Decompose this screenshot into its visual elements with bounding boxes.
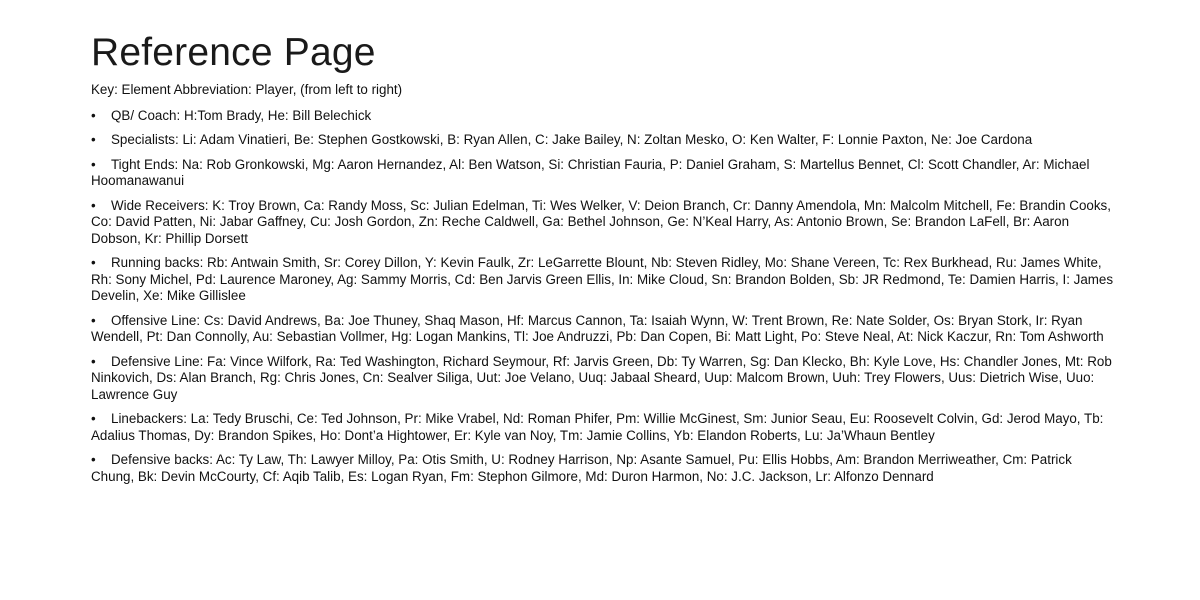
section-label: Wide Receivers: <box>111 197 209 213</box>
bullet-icon: • <box>91 255 96 270</box>
list-item <box>91 157 1116 190</box>
section-label: QB/ Coach: <box>111 107 181 123</box>
section-label: Defensive backs: <box>111 452 213 467</box>
section-label: Tight Ends: <box>111 156 179 172</box>
bullet-icon: • <box>91 411 96 426</box>
section-text: Fa: Vince Wilfork, Ra: Ted Washington, Richard Seymour, Rf: Jarvis Green, Db: Ty Warren, Sg: Dan Klecko, Bh: Kyle Love, Hs: Chandler Jones, Mt: Rob Ninkovich, Ds: Alan Branch, Rg: Chris Jones, Cn: Sealver Siliga, Uut: Joe Velano, Uuq: Jabaal Sheard, Uup: Malcom Brown, Uuh: Trey Flowers, Uus: Dietrich Wise, Uuo: Lawrence Guy <box>91 353 1112 402</box>
bullet-icon: • <box>91 452 96 467</box>
page-title: Reference Page <box>91 31 376 74</box>
bullet-list <box>91 108 1116 486</box>
section-text: Ac: Ty Law, Th: Lawyer Milloy, Pa: Otis Smith, U: Rodney Harrison, Np: Asante Samuel, Pu: Ellis Hobbs, Am: Brandon Merriweather, Cm: Patrick Chung, Bk: Devin McCourty, Cf: Aqib Talib, Es: Logan Ryan, Fm: Stephon Gilmore, Md: Duron Harmon, No: J.C. Jackson, Lr: Alfonzo Dennard <box>91 452 1072 484</box>
list-item <box>91 452 1116 485</box>
bullet-icon: • <box>91 197 96 213</box>
bullet-icon: • <box>91 107 96 123</box>
section-label: Specialists: <box>111 132 179 147</box>
section-label: Offensive Line: <box>111 312 201 328</box>
list-item <box>91 411 1116 444</box>
section-label: Defensive Line: <box>111 353 204 369</box>
section-text: La: Tedy Bruschi, Ce: Ted Johnson, Pr: Mike Vrabel, Nd: Roman Phifer, Pm: Willie McGinest, Sm: Junior Seau, Eu: Roosevelt Colvin, Gd: Jerod Mayo, Tb: Adalius Thomas, Dy: Brandon Spikes, Ho: Dont’a Hightower, Er: Kyle van Noy, Tm: Jamie Collins, Yb: Elandon Roberts, Lu: Ja’Whaun Bentley <box>91 411 1104 443</box>
section-text: Cs: David Andrews, Ba: Joe Thuney, Shaq Mason, Hf: Marcus Cannon, Ta: Isaiah Wynn, W: Trent Brown, Re: Nate Solder, Os: Bryan Stork, Ir: Ryan Wendell, Pt: Dan Connolly, Au: Sebastian Vollmer, Hg: Logan Mankins, Tl: Joe Andruzzi, Pb: Dan Copen, Bi: Matt Light, Po: Steve Neal, At: Nick Kaczur, Rn: Tom Ashworth <box>91 312 1104 344</box>
bullet-icon: • <box>91 156 96 172</box>
section-label: Running backs: <box>111 255 204 270</box>
section-label: Linebackers: <box>111 411 187 426</box>
section-text: Rb: Antwain Smith, Sr: Corey Dillon, Y: Kevin Faulk, Zr: LeGarrette Blount, Nb: Steven Ridley, Mo: Shane Vereen, Tc: Rex Burkhead, Ru: James White, Rh: Sony Michel, Pd: Laurence Maroney, Ag: Sammy Morris, Cd: Ben Jarvis Green Ellis, In: Mike Cloud, Sn: Brandon Bolden, Sb: JR Redmond, Te: Damien Harris, I: James Develin, Xe: Mike Gillislee <box>91 255 1114 303</box>
list-item <box>91 198 1116 248</box>
section-text: Na: Rob Gronkowski, Mg: Aaron Hernandez, Al: Ben Watson, Si: Christian Fauria, P: Daniel Graham, S: Martellus Bennet, Cl: Scott Chandler, Ar: Michael Hoomanawanui <box>91 156 1090 188</box>
list-item <box>91 132 1116 149</box>
bullet-icon: • <box>91 353 96 369</box>
slide-body <box>91 82 1116 493</box>
bullet-icon: • <box>91 312 96 328</box>
list-item <box>91 313 1116 346</box>
section-text: Li: Adam Vinatieri, Be: Stephen Gostkowski, B: Ryan Allen, C: Jake Bailey, N: Zoltan Mesko, O: Ken Walter, F: Lonnie Paxton, Ne: Joe Cardona <box>182 132 1033 147</box>
bullet-icon: • <box>91 132 96 147</box>
list-item <box>91 255 1116 305</box>
list-item <box>91 354 1116 404</box>
key-line: Key: Element Abbreviation: Player, (from left to right) <box>91 82 403 97</box>
section-text: K: Troy Brown, Ca: Randy Moss, Sc: Julian Edelman, Ti: Wes Welker, V: Deion Branch, Cr: Danny Amendola, Mn: Malcolm Mitchell, Fe: Brandin Cooks, Co: David Patten, Ni: Jabar Gaffney, Cu: Josh Gordon, Zn: Reche Caldwell, Ga: Bethel Johnson, Ge: N’Keal Harry, As: Antonio Brown, Se: Brandon LaFell, Br: Aaron Dobson, Kr: Phillip Dorsett <box>91 197 1111 246</box>
section-text: H:Tom Brady, He: Bill Belechick <box>183 107 372 123</box>
list-item <box>91 108 1116 125</box>
